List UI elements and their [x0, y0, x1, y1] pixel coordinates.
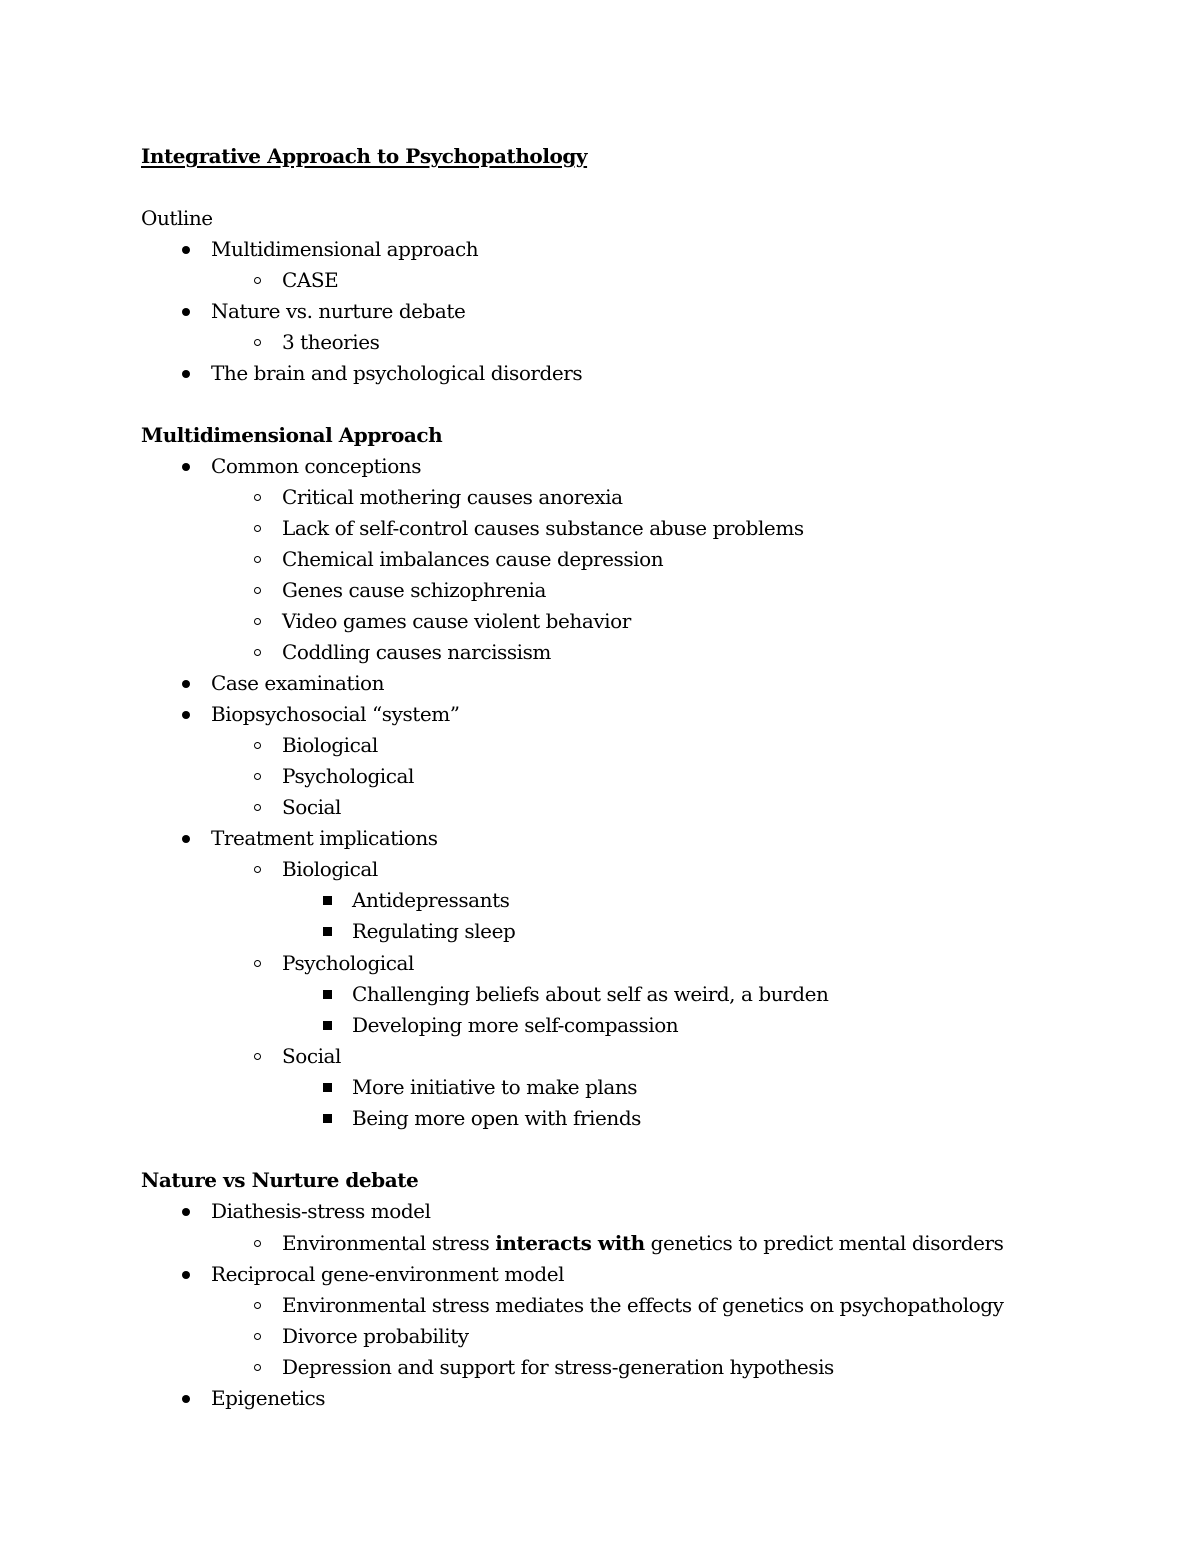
- diathesis-detail: [282, 1228, 1003, 1259]
- bullet-square-icon: [317, 979, 337, 1010]
- bold-text-run: interacts with: [495, 1231, 645, 1255]
- bullet-circle-icon: [247, 854, 267, 885]
- bullet-circle-icon: [247, 948, 267, 979]
- section-heading-nature-nurture: Nature vs Nurture debate: [141, 1168, 419, 1192]
- bullet-square-icon: [317, 916, 337, 947]
- bullet-square-icon: [317, 885, 337, 916]
- bullet-circle-icon: [247, 761, 267, 792]
- bullet-square-icon: [317, 1072, 337, 1103]
- outline-label: Outline: [141, 206, 213, 230]
- text-run: Environmental stress: [282, 1231, 496, 1255]
- bullet-circle-icon: [247, 637, 267, 668]
- section-heading-multidimensional: Multidimensional Approach: [141, 423, 443, 447]
- bullet-disc-icon: [176, 451, 196, 482]
- bullet-disc-icon: [176, 296, 196, 327]
- document-page: Integrative Approach to Psychopathology Outline Multidimensional approach CASE Nature vs. nurture debate 3 theories The brain and psychological disorders Multidimensional Approach Common conceptions Critical mothering causes anorexia Lack of self-control causes substance abuse problems Chemical imbalances cause depression Genes cause schizophrenia Video games cause violent behavior Coddling causes narcissism Case examination Biopsychosocial “system” Biological Psychological Social Treatment implications Biological Antidepressants Regulating sleep Psychological Challenging beliefs about self as weird, a burden Developing more self-compassion Social More initiative to make plans Being more open with friends Nature vs Nurture debate Diathesis-stress model Environmental stress interacts with genetics to predict mental disorders Reciprocal gene-environment model Environmental stress mediates the effects of genetics on psychopathology Divorce probability Depression and support for stress-generation hypothesis Epigenetics: [0, 0, 1200, 1553]
- bullet-circle-icon: [247, 513, 267, 544]
- bullet-circle-icon: [247, 327, 267, 358]
- text-run: genetics to predict mental disorders: [644, 1231, 1004, 1255]
- document-title: Integrative Approach to Psychopathology: [141, 144, 588, 168]
- bullet-disc-icon: [176, 668, 196, 699]
- bullet-disc-icon: [176, 1259, 196, 1290]
- bullet-circle-icon: [247, 1228, 267, 1259]
- bullet-circle-icon: [247, 1041, 267, 1072]
- bullet-disc-icon: [176, 699, 196, 730]
- bullet-square-icon: [317, 1010, 337, 1041]
- bullet-disc-icon: [176, 234, 196, 265]
- bullet-circle-icon: [247, 606, 267, 637]
- bullet-disc-icon: [176, 358, 196, 389]
- bullet-circle-icon: [247, 792, 267, 823]
- bullet-circle-icon: [247, 265, 267, 296]
- bullet-square-icon: [317, 1103, 337, 1134]
- bullet-disc-icon: [176, 1383, 196, 1414]
- bullet-circle-icon: [247, 575, 267, 606]
- bullet-disc-icon: [176, 823, 196, 854]
- bullet-circle-icon: [247, 482, 267, 513]
- bullet-circle-icon: [247, 1290, 267, 1321]
- bullet-circle-icon: [247, 544, 267, 575]
- bullet-disc-icon: [176, 1196, 196, 1227]
- bullet-circle-icon: [247, 730, 267, 761]
- bullet-circle-icon: [247, 1352, 267, 1383]
- bullet-circle-icon: [247, 1321, 267, 1352]
